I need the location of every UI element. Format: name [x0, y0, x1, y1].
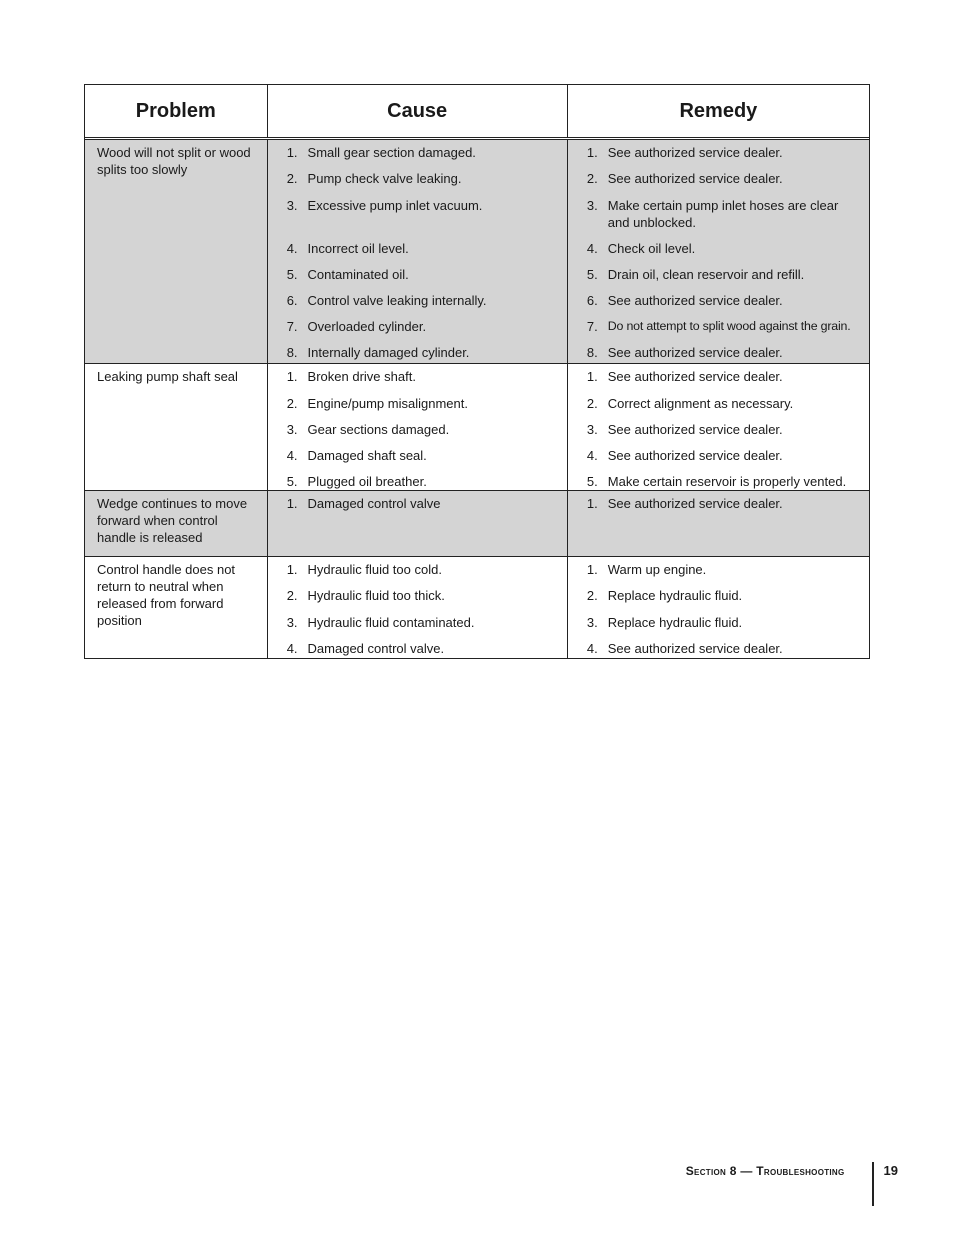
list-item: 6. Control valve leaking internally.: [286, 293, 487, 308]
list-item: 5. Make certain reservoir is properly vented.: [586, 474, 847, 489]
remedy-list: [580, 144, 861, 362]
list-item: 8. Internally damaged cylinder.: [286, 345, 470, 360]
list-item: 4. Damaged control valve.: [286, 641, 445, 656]
list-item: 2. Correct alignment as necessary.: [586, 396, 794, 411]
list-item: 1. See authorized service dealer.: [586, 145, 783, 160]
list-item: 5. Plugged oil breather.: [286, 474, 427, 489]
list-item: 6. See authorized service dealer.: [586, 293, 783, 308]
page-footer: [686, 1162, 898, 1206]
cause-list: [280, 495, 559, 512]
list-item: 3. Gear sections damaged.: [286, 422, 450, 437]
list-item: 4. See authorized service dealer.: [586, 641, 783, 656]
remedy-list: [580, 495, 861, 512]
table-header: [85, 85, 869, 140]
list-item: 3. Replace hydraulic fluid.: [586, 615, 743, 630]
section-label: Section 8 — Troubleshooting: [685, 1164, 845, 1178]
remedy-cell: [568, 557, 869, 658]
list-item: 4. Incorrect oil level.: [286, 241, 409, 256]
footer-divider: [872, 1162, 874, 1206]
list-item: 4. Damaged shaft seal.: [286, 448, 427, 463]
list-item: 1. Small gear section damaged.: [286, 145, 476, 160]
list-item: 7. Do not attempt to split wood against the grain.: [586, 319, 851, 334]
list-item: 4. Check oil level.: [586, 241, 696, 256]
cause-list: [280, 144, 559, 362]
cause-list: [280, 561, 559, 658]
header-cause: Cause: [268, 85, 568, 137]
list-item: 2. Hydraulic fluid too thick.: [286, 588, 445, 603]
list-item: 1. Damaged control valve: [286, 496, 441, 511]
header-remedy: Remedy: [679, 99, 758, 122]
table-row: [85, 364, 869, 491]
list-item: 2. Engine/pump misalignment.: [286, 396, 468, 411]
list-item: 2. See authorized service dealer.: [586, 171, 783, 186]
table-row: [85, 140, 869, 364]
list-item: 1. Broken drive shaft.: [286, 369, 416, 384]
list-item: 3. Excessive pump inlet vacuum.: [286, 198, 483, 213]
cause-cell: [268, 557, 568, 658]
list-item: 1. Hydraulic fluid too cold.: [286, 562, 442, 577]
list-item: 2. Pump check valve leaking.: [286, 171, 462, 186]
problem-cell: [85, 491, 268, 556]
list-item: 1. See authorized service dealer.: [586, 496, 783, 511]
problem-cell: [85, 364, 268, 490]
header-problem: Problem: [85, 85, 268, 137]
page-number: 19: [883, 1163, 898, 1178]
list-item: 5. Contaminated oil.: [286, 267, 409, 282]
troubleshooting-table: [84, 84, 870, 659]
list-item: 7. Overloaded cylinder.: [286, 319, 427, 334]
problem-cell: [85, 557, 268, 658]
problem-text: Control handle does not return to neutral when released from forward position: [97, 562, 236, 628]
cause-cell: [268, 140, 568, 363]
remedy-list: [580, 368, 861, 491]
list-item: 5. Drain oil, clean reservoir and refill.: [586, 267, 805, 282]
list-item: 8. See authorized service dealer.: [586, 345, 783, 360]
remedy-cell: [568, 364, 869, 490]
list-item: 1. Warm up engine.: [586, 562, 707, 577]
cause-cell: [268, 491, 568, 556]
list-item: 3. Make certain pump inlet hoses are clear and unblocked.: [586, 198, 839, 230]
list-item: 4. See authorized service dealer.: [586, 448, 783, 463]
table-row: [85, 557, 869, 658]
problem-text: Leaking pump shaft seal: [97, 369, 238, 384]
list-item: 3. Hydraulic fluid contaminated.: [286, 615, 475, 630]
cause-cell: [268, 364, 568, 490]
problem-text: Wood will not split or wood splits too slowly: [97, 145, 251, 177]
remedy-list: [580, 561, 861, 658]
list-item: 1. See authorized service dealer.: [586, 369, 783, 384]
list-item: 3. See authorized service dealer.: [586, 422, 783, 437]
cause-list: [280, 368, 559, 491]
list-item: 2. Replace hydraulic fluid.: [586, 588, 743, 603]
problem-cell: [85, 140, 268, 363]
remedy-cell: [568, 140, 869, 363]
remedy-cell: [568, 491, 869, 556]
table-row: [85, 491, 869, 557]
problem-text: Wedge continues to move forward when control handle is released: [97, 496, 248, 545]
